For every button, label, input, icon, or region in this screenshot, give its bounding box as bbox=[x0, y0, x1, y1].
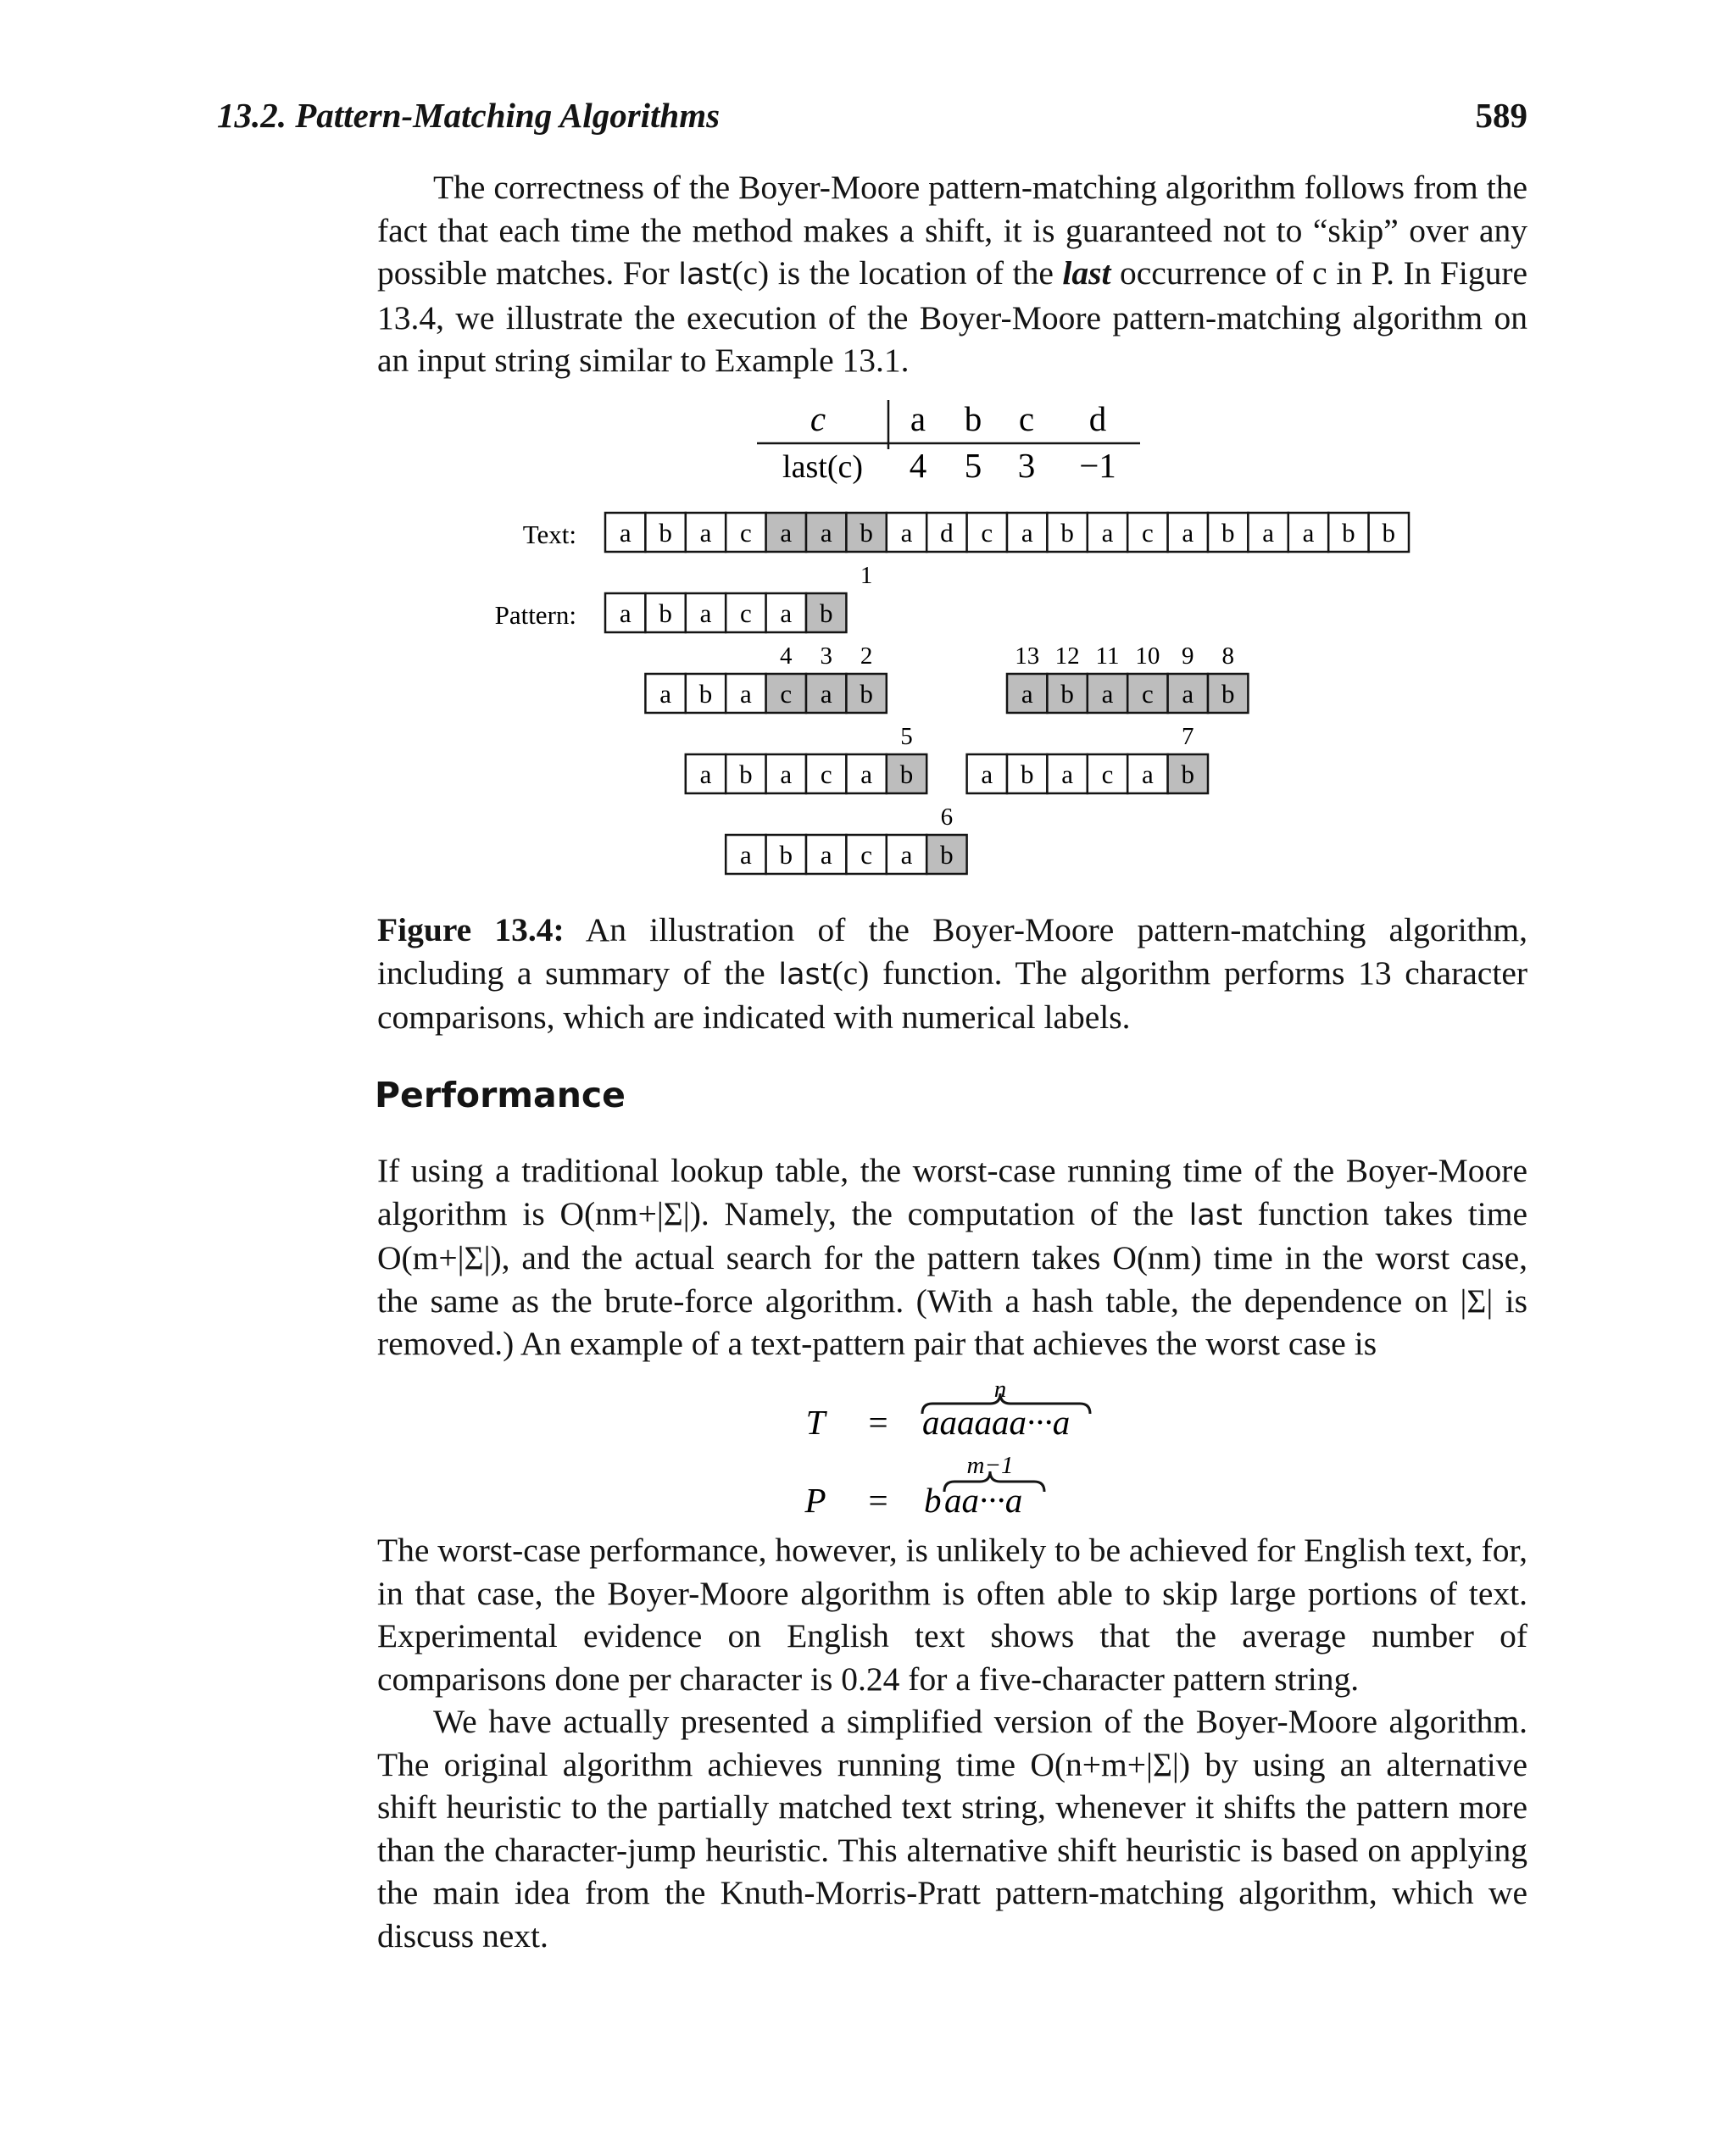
eq-T-lhs: T bbox=[805, 1403, 826, 1442]
pattern-char: b bbox=[819, 598, 833, 628]
pattern-char: c bbox=[740, 598, 752, 628]
performance-paragraph-3: We have actually presented a simplified version of the Boyer-Moore algorithm. The original algorithm achieves running time O(n+m+|Σ|) by using an alternative shift heuristic to the partially matched text string, whenever it shifts the pattern more than the character-jump heuristic. This alternative shift heuristic is based on applying the main idea from the Knuth-Morris-Pratt pattern-matching algorithm, which we discuss next. bbox=[377, 1703, 1527, 1955]
table-header-c: c bbox=[810, 399, 826, 438]
text-char: a bbox=[699, 518, 712, 548]
pattern-char: a bbox=[1061, 759, 1073, 789]
eq-P-rhs: aa···a bbox=[944, 1481, 1023, 1520]
text-char: a bbox=[1182, 518, 1194, 548]
intro-text-b: (c) is the location of the bbox=[732, 254, 1054, 292]
text-char: b bbox=[1342, 518, 1355, 548]
section-title: Performance bbox=[375, 1075, 626, 1115]
pattern-char: a bbox=[780, 759, 793, 789]
caption-text-b: (c) function. The algorithm performs 13 character comparisons, which are indicated with numerical labels. bbox=[377, 954, 1528, 1036]
pattern-char: a bbox=[740, 840, 752, 870]
pattern-char: b bbox=[1020, 759, 1034, 789]
pattern-char: c bbox=[1101, 759, 1114, 789]
eq-P-lhs: P bbox=[804, 1481, 826, 1520]
pattern-char: a bbox=[1142, 759, 1154, 789]
perf-code-last: last bbox=[1188, 1198, 1243, 1232]
comparison-label: 11 bbox=[1095, 642, 1120, 670]
intro-code-last: last bbox=[678, 258, 732, 292]
pattern-char: b bbox=[659, 598, 672, 628]
intro-text-a: The correctness of the Boyer-Moore pattern-matching algorithm follows from the fact that each time the method makes a shift, it is guaranteed not to “skip” over any possible matches. For bbox=[377, 169, 1527, 292]
pattern-char: a bbox=[699, 759, 712, 789]
pattern-char: b bbox=[739, 759, 753, 789]
comparison-label: 3 bbox=[820, 642, 832, 670]
pattern-char: a bbox=[1182, 679, 1194, 709]
pattern-char: a bbox=[1021, 679, 1033, 709]
text-char: a bbox=[619, 518, 632, 548]
table-value-3: −1 bbox=[1079, 446, 1116, 485]
comparison-label: 10 bbox=[1135, 642, 1160, 670]
pattern-char: a bbox=[780, 598, 793, 628]
text-char: b bbox=[659, 518, 672, 548]
pattern-char: b bbox=[1060, 679, 1074, 709]
table-row-label: last(c) bbox=[782, 449, 863, 485]
table-char-c: c bbox=[1018, 399, 1035, 438]
eq-T-equals: = bbox=[868, 1403, 888, 1442]
text-label: Text: bbox=[522, 520, 576, 549]
text-char: a bbox=[820, 518, 832, 548]
table-value-2: 3 bbox=[1017, 446, 1036, 485]
eq-T-rhs: aaaaaa···a bbox=[922, 1403, 1071, 1442]
table-char-b: b bbox=[964, 399, 982, 438]
comparison-label: 8 bbox=[1221, 642, 1234, 670]
pattern-char: a bbox=[860, 759, 872, 789]
pattern-char: a bbox=[699, 598, 712, 628]
pattern-char: a bbox=[740, 679, 752, 709]
pattern-char: a bbox=[900, 840, 913, 870]
pattern-char: b bbox=[779, 840, 793, 870]
caption-label: Figure 13.4: bbox=[377, 911, 565, 948]
text-char: b bbox=[860, 518, 873, 548]
comparison-label: 1 bbox=[860, 562, 873, 589]
comparison-label: 6 bbox=[940, 804, 954, 831]
brace-label-m-1: m−1 bbox=[966, 1452, 1014, 1479]
text-char: c bbox=[1142, 518, 1154, 548]
performance-paragraph-2: The worst-case performance, however, is unlikely to be achieved for English text, for, in that case, the Boyer-Moore algorithm is often able to skip large portions of text. Experimental evidence on English text shows that the average number of comparisons done per character is 0.24 for a five-character pattern string. bbox=[377, 1532, 1527, 1698]
text-char: a bbox=[1101, 518, 1114, 548]
text-char: a bbox=[900, 518, 913, 548]
pattern-char: b bbox=[1181, 759, 1195, 789]
caption-text-a: An illustration of the Boyer-Moore pattern-matching algorithm, including a summary of the bbox=[377, 911, 1528, 992]
perf-text-a: If using a traditional lookup table, the worst-case running time of the Boyer-Moore algorithm is O(nm+|Σ|). Namely, the computation of the bbox=[377, 1152, 1527, 1232]
pattern-char: b bbox=[860, 679, 873, 709]
text-char: b bbox=[1060, 518, 1074, 548]
pattern-char: a bbox=[619, 598, 632, 628]
pattern-char: a bbox=[820, 679, 832, 709]
text-char: c bbox=[981, 518, 993, 548]
pattern-char: b bbox=[698, 679, 713, 709]
comparison-label: 2 bbox=[860, 642, 873, 670]
section-heading: 13.2. Pattern-Matching Algorithms bbox=[217, 96, 721, 135]
text-char: a bbox=[1262, 518, 1274, 548]
text-char: a bbox=[1302, 518, 1315, 548]
pattern-label: Pattern: bbox=[494, 600, 576, 630]
pattern-char: b bbox=[1221, 679, 1235, 709]
table-value-0: 4 bbox=[909, 446, 927, 485]
comparison-label: 12 bbox=[1054, 642, 1080, 670]
pattern-char: c bbox=[780, 679, 793, 709]
intro-emphasis: last bbox=[1062, 254, 1111, 292]
text-char: a bbox=[780, 518, 793, 548]
pattern-char: b bbox=[899, 759, 914, 789]
pattern-char: b bbox=[940, 840, 954, 870]
pattern-char: a bbox=[981, 759, 993, 789]
pattern-char: c bbox=[1142, 679, 1154, 709]
comparison-label: 13 bbox=[1015, 642, 1040, 670]
text-char: a bbox=[1021, 518, 1033, 548]
eq-P-b: b bbox=[924, 1481, 942, 1520]
intro-text-c: occurrence of c in P. In Figure 13.4, we illustrate the execution of the Boyer-Moore pattern-matching algorithm on an input string similar to Example 13.1. bbox=[377, 254, 1528, 379]
table-char-d: d bbox=[1088, 399, 1107, 438]
text-char: c bbox=[740, 518, 752, 548]
eq-P-equals: = bbox=[868, 1481, 888, 1520]
pattern-char: a bbox=[659, 679, 671, 709]
page-number: 589 bbox=[1475, 96, 1527, 135]
pattern-char: c bbox=[820, 759, 832, 789]
text-char: d bbox=[940, 518, 954, 548]
brace-label-n: n bbox=[993, 1376, 1007, 1403]
table-char-a: a bbox=[910, 399, 926, 438]
text-char: b bbox=[1221, 518, 1235, 548]
pattern-char: c bbox=[860, 840, 872, 870]
table-value-1: 5 bbox=[964, 446, 982, 485]
text-char: b bbox=[1382, 518, 1396, 548]
pattern-char: a bbox=[820, 840, 832, 870]
comparison-label: 9 bbox=[1182, 642, 1194, 670]
comparison-label: 4 bbox=[780, 642, 793, 670]
caption-code-last: last bbox=[778, 957, 832, 992]
comparison-label: 5 bbox=[900, 723, 913, 750]
pattern-char: a bbox=[1101, 679, 1114, 709]
comparison-label: 7 bbox=[1182, 723, 1194, 750]
perf-text-b: function takes time O(m+|Σ|), and the actual search for the pattern takes O(nm) time in the worst case, the same as the brute-force algorithm. (With a hash table, the dependence on |Σ| is removed.) An example of a text-pattern pair that achieves the worst case is bbox=[377, 1194, 1528, 1362]
